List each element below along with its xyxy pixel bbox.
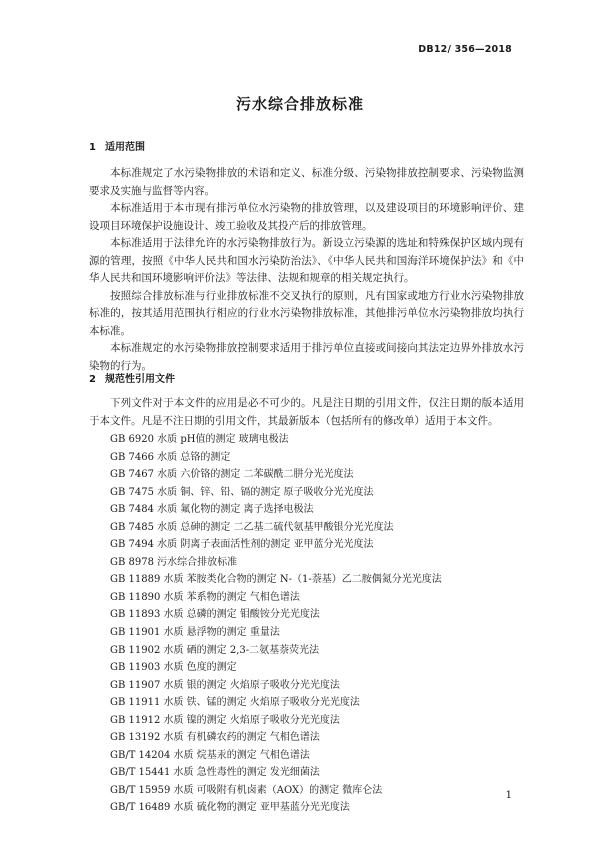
reference-item: GB/T 15959 水质 可吸附有机卤素（AOX）的测定 微库仑法: [110, 784, 383, 796]
page-number: 1: [505, 790, 512, 801]
section-2-title: 规范性引用文件: [105, 374, 175, 385]
paragraph: 下列文件对于本文件的应用是必不可少的。凡是注日期的引用文件，仅注日期的版本适用于本文件。凡是不注日期的引用文件，其最新版本（包括所有的修改单）适用于本文件。: [89, 397, 524, 427]
paragraph: 本标准适用于本市现有排污单位水污染物的排放管理，以及建设项目的环境影响评价、建设项目环境保护设施设计、竣工验收及其投产后的排放管理。: [89, 202, 524, 232]
reference-item: GB 11890 水质 苯系物的测定 气相色谱法: [110, 591, 300, 603]
reference-item: GB 11903 水质 色度的测定: [110, 662, 237, 674]
reference-item: GB 7467 水质 六价铬的测定 二苯碳酰二肼分光光度法: [110, 469, 354, 481]
paragraph: 按照综合排放标准与行业排放标准不交叉执行的原则，凡有国家或地方行业水污染物排放标准的，按其适用范围执行相应的行业水污染物排放标准，其他排污单位水污染物排放均执行本标准。: [89, 289, 524, 337]
standard-code: DB12/ 356—2018: [418, 44, 512, 55]
reference-item: GB/T 16489 水质 硫化物的测定 亚甲基蓝分光光度法: [110, 802, 350, 814]
reference-item: GB 7466 水质 总铬的测定: [110, 451, 231, 463]
reference-item: GB 7475 水质 铜、锌、铅、镉的测定 原子吸收分光光度法: [110, 486, 374, 498]
reference-item: GB 11889 水质 苯胺类化合物的测定 N-（1-萘基）乙二胺偶氮分光光度法: [110, 574, 442, 586]
paragraph: 本标准规定的水污染物排放控制要求适用于排污单位直接或间接向其法定边界外排放水污染物的行为。: [89, 342, 524, 372]
reference-item: GB 11902 水质 硒的测定 2,3-二氨基萘荧光法: [110, 644, 320, 656]
section-1-title: 适用范围: [105, 142, 145, 153]
section-1-number: 1: [89, 142, 96, 153]
document-title: 污水综合排放标准: [235, 95, 364, 113]
reference-item: GB 11901 水质 悬浮物的测定 重量法: [110, 627, 280, 639]
reference-item: GB 7484 水质 氟化物的测定 离子选择电极法: [110, 504, 314, 516]
reference-item: GB 13192 水质 有机磷农药的测定 气相色谱法: [110, 732, 320, 744]
reference-list: [110, 431, 442, 817]
reference-item: GB 11912 水质 镍的测定 火焰原子吸收分光光度法: [110, 714, 340, 726]
paragraph: 本标准适用于法律允许的水污染物排放行为。新设立污染源的选址和特殊保护区域内现有源的管理，按照《中华人民共和国水污染防治法》、《中华人民共和国海洋环境保护法》和《中华人民共和国环境影响评价法》等法律、法规和规章的相关规定执行。: [89, 237, 524, 284]
reference-item: GB 7494 水质 阴离子表面活性剂的测定 亚甲蓝分光光度法: [110, 539, 374, 551]
section-1-body: [89, 165, 524, 375]
reference-item: GB 7485 水质 总砷的测定 二乙基二硫代氨基甲酸银分光光度法: [110, 521, 394, 533]
section-2-heading: [89, 370, 175, 385]
section-2-number: 2: [89, 374, 96, 385]
reference-item: GB 6920 水质 pH值的测定 玻璃电极法: [110, 434, 289, 445]
reference-item: GB 8978 污水综合排放标准: [110, 556, 238, 568]
section-1-heading: [89, 138, 145, 153]
reference-item: GB/T 14204 水质 烷基汞的测定 气相色谱法: [110, 749, 310, 761]
reference-item: GB/T 15441 水质 急性毒性的测定 发光细菌法: [110, 767, 320, 779]
reference-item: GB 11893 水质 总磷的测定 钼酸铵分光光度法: [110, 609, 320, 621]
reference-item: GB 11907 水质 银的测定 火焰原子吸收分光光度法: [110, 679, 340, 691]
paragraph: 本标准规定了水污染物排放的术语和定义、标准分级、污染物排放控制要求、污染物监测要求及实施与监督等内容。: [89, 167, 524, 197]
section-2-body: [89, 395, 524, 430]
reference-item: GB 11911 水质 铁、锰的测定 火焰原子吸收分光光度法: [110, 697, 360, 709]
